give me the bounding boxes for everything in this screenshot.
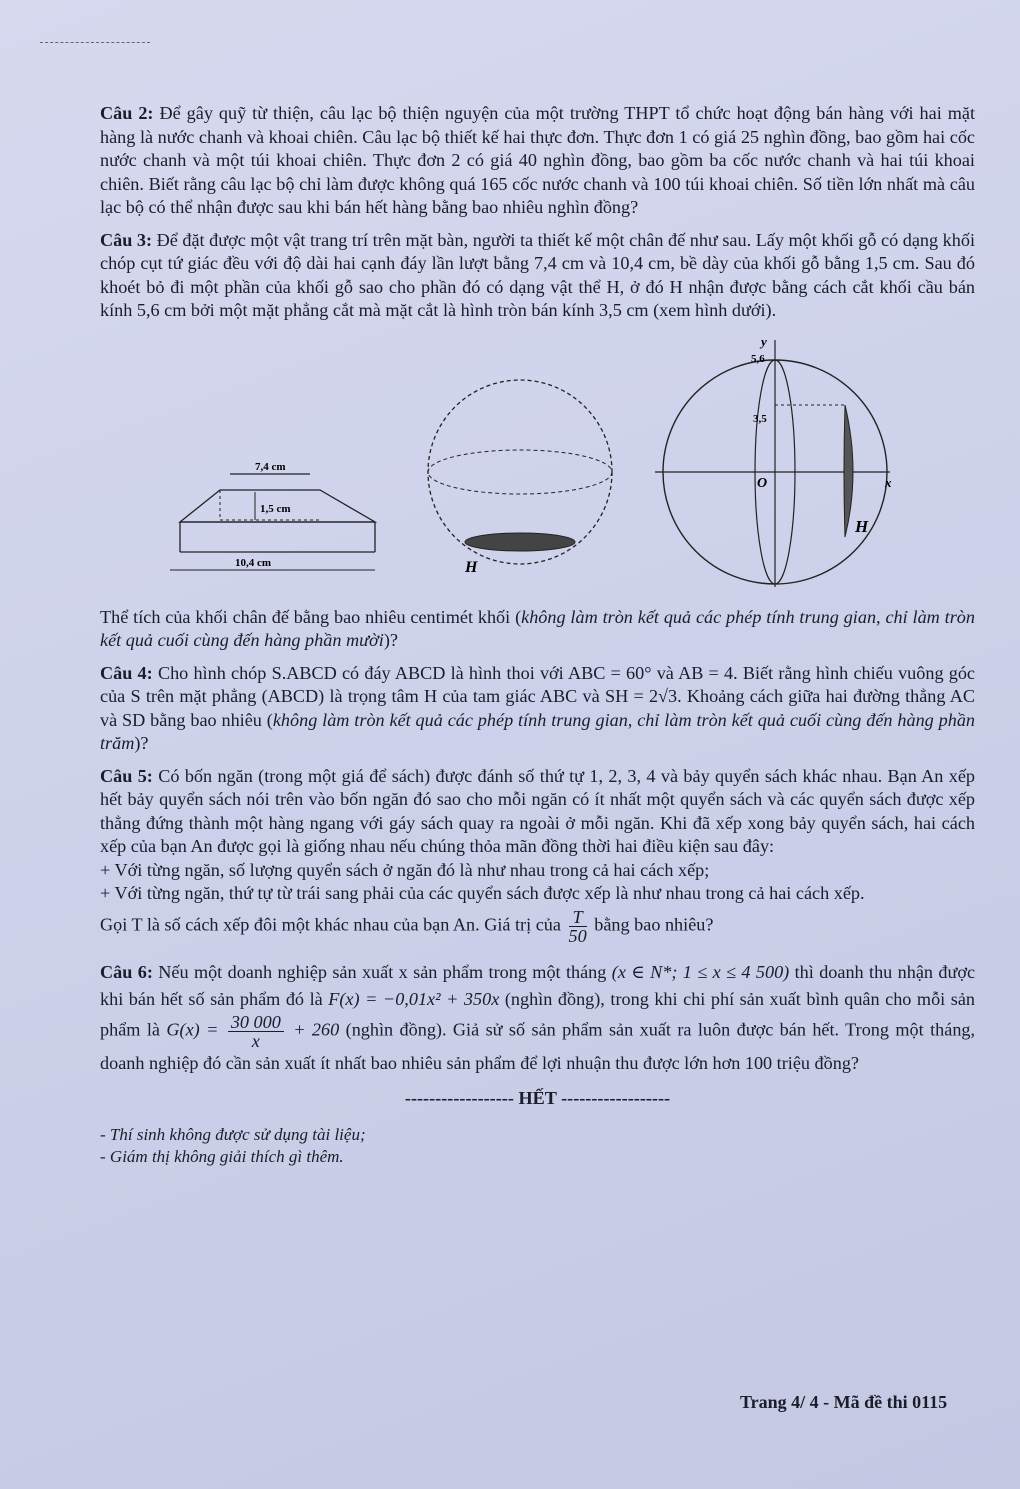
q6-text-4: (nghìn đồng). Giả sử số sản phẩm sản xuất ra luôn được bán hết. Trong một tháng, doanh nghiệp đó cần sản xuất ít nhất bao nhiêu sản phẩm để lợi nhuận thu được lớn hơn 100 triệu đồng?	[100, 1019, 976, 1073]
question-2-label: Câu 2:	[100, 103, 154, 123]
sphere-figure	[420, 372, 630, 582]
note-2: - Giám thị không giải thích gì thêm.	[100, 1147, 344, 1166]
fraction-denominator: 50	[568, 925, 587, 946]
q5-final-start: Gọi T là số cách xếp đôi một khác nhau của bạn An. Giá trị của	[100, 914, 561, 935]
frustum-top-label: 7,4 cm	[255, 460, 286, 473]
question-4-label: Câu 4:	[100, 662, 153, 683]
question-6-label: Câu 6:	[100, 961, 153, 982]
frustum-height-label: 1,5 cm	[260, 502, 291, 515]
question-2-text: Để gây quỹ từ thiện, câu lạc bộ thiện nguyện của một trường THPT tổ chức hoạt động bán hàng với hai mặt hàng là nước chanh và khoai chiên. Câu lạc bộ thiết kế hai thực đơn. Thực đơn 1 có giá 25 nghìn đồng, bao gồm hai cốc nước chanh và một túi khoai chiên. Thực đơn 2 có giá 40 nghìn đồng, bao gồm ba cốc nước chanh và hai túi khoai chiên. Biết rằng câu lạc bộ chỉ làm được không quá 165 cốc nước chanh và 100 túi khoai chiên. Số tiền lớn nhất mà câu lạc bộ có thể nhận được sau khi bán hết hàng bằng bao nhiêu nghìn đồng?	[100, 103, 976, 217]
question-5-final	[100, 908, 975, 945]
note-1: - Thí sinh không được sử dụng tài liệu;	[100, 1125, 366, 1144]
question-5	[100, 765, 975, 906]
sphere-axes-figure	[645, 332, 915, 600]
origin-label: O	[757, 475, 768, 491]
question-3	[100, 229, 975, 323]
cap-label: H	[855, 516, 869, 536]
q3-ask-end: )?	[383, 630, 398, 650]
top-divider	[40, 42, 150, 43]
cost-fraction-denominator: x	[251, 1030, 260, 1051]
q6-text-2: thì doanh thu nhận được khi bán hết số sản phẩm đó là	[100, 961, 976, 1009]
question-3-figures	[100, 332, 975, 602]
question-5-label: Câu 5:	[100, 765, 153, 786]
axis-y-mid-label: 3,5	[753, 412, 767, 425]
q3-ask-start: Thể tích của khối chân đế bằng bao nhiêu centimét khối (	[100, 606, 522, 627]
question-3-text: Để đặt được một vật trang trí trên mặt bàn, người ta thiết kế một chân đế như sau. Lấy một khối gỗ có dạng khối chóp cụt tứ giác đều với độ dài hai cạnh đáy lần lượt bằng 7,4 cm và 10,4 cm, bề dày của khối gỗ bằng 1,5 cm. Sau đó khoét bỏ đi một phần của khối gỗ sao cho phần đó có dạng vật thể H, ở đó H nhận được bằng cách cắt khối cầu bán kính 5,6 cm bởi một mặt phẳng cắt mà mặt cắt là hình tròn bán kính 3,5 cm (xem hình dưới).	[100, 229, 976, 320]
question-3-ask	[100, 606, 975, 653]
q5-final-end: bằng bao nhiêu?	[594, 914, 714, 935]
cost-formula-left: G(x) =	[166, 1019, 219, 1040]
question-2	[100, 102, 975, 220]
frustum-figure	[160, 452, 400, 582]
axis-y-label: y	[761, 333, 767, 349]
question-4-italic: không làm tròn kết quả các phép tính trung gian, chỉ làm tròn kết quả cuối cùng đến hàng phần trăm	[100, 709, 976, 753]
t-over-50-fraction	[569, 908, 587, 945]
frustum-bottom-label: 10,4 cm	[235, 556, 272, 569]
q6-condition: (x ∈ N*; 1 ≤ x ≤ 4 500)	[611, 961, 790, 982]
cost-formula-right: + 260	[293, 1019, 340, 1040]
question-6	[100, 959, 975, 1077]
question-3-label: Câu 3:	[100, 229, 153, 250]
exam-content	[100, 102, 975, 1168]
cost-fraction	[228, 1013, 284, 1050]
question-5-condition-1: + Với từng ngăn, số lượng quyển sách ở ngăn đó là như nhau trong cả hai cách xếp;	[100, 859, 710, 880]
question-4-text: Cho hình chóp S.ABCD có đáy ABCD là hình thoi với ABC = 60° và AB = 4. Biết rằng hình chiếu vuông góc của S trên mặt phẳng (ABCD) là trọng tâm H của tam giác ABC và SH = 2√3. Khoảng cách giữa hai đường thẳng AC và SD bằng bao nhiêu (	[100, 662, 976, 730]
q6-text-3: (nghìn đồng), trong khi chi phí sản xuất bình quân cho mỗi sản phẩm là	[100, 988, 976, 1040]
end-marker: ------------------ HẾT ------------------	[404, 1087, 671, 1108]
sphere-cap-label: H	[465, 558, 478, 576]
page-footer: Trang 4/ 4 - Mã đề thi 0115	[740, 1392, 948, 1412]
fraction-numerator: T	[569, 908, 587, 927]
axis-y-top-label: 5,6	[751, 352, 765, 365]
question-4	[100, 662, 975, 756]
axis-x-label: x	[885, 474, 892, 490]
q3-ask-italic: không làm tròn kết quả các phép tính trung gian, chỉ làm tròn kết quả cuối cùng đến hàng phần mười	[100, 606, 975, 650]
question-4-end: )?	[134, 733, 149, 753]
q6-text-1: Nếu một doanh nghiệp sản xuất x sản phẩm trong một tháng	[158, 961, 607, 982]
cost-fraction-numerator: 30 000	[228, 1013, 284, 1032]
question-5-condition-2: + Với từng ngăn, thứ tự từ trái sang phải của các quyển sách được xếp là như nhau trong cả hai cách xếp.	[100, 883, 865, 903]
question-5-text: Có bốn ngăn (trong một giá để sách) được đánh số thứ tự 1, 2, 3, 4 và bảy quyển sách khác nhau. Bạn An xếp hết bảy quyển sách nói trên vào bốn ngăn đó sao cho mỗi ngăn có ít nhất một quyển sách và các quyển sách được xếp thẳng đứng thành một hàng ngang với gáy sách quay ra ngoài ở mỗi ngăn. Khi đã xếp xong bảy quyển sách, hai cách xếp của bạn An được gọi là giống nhau nếu chúng thỏa mãn đồng thời hai điều kiện sau đây:	[100, 765, 975, 856]
revenue-formula: F(x) = −0,01x² + 350x	[328, 988, 500, 1009]
